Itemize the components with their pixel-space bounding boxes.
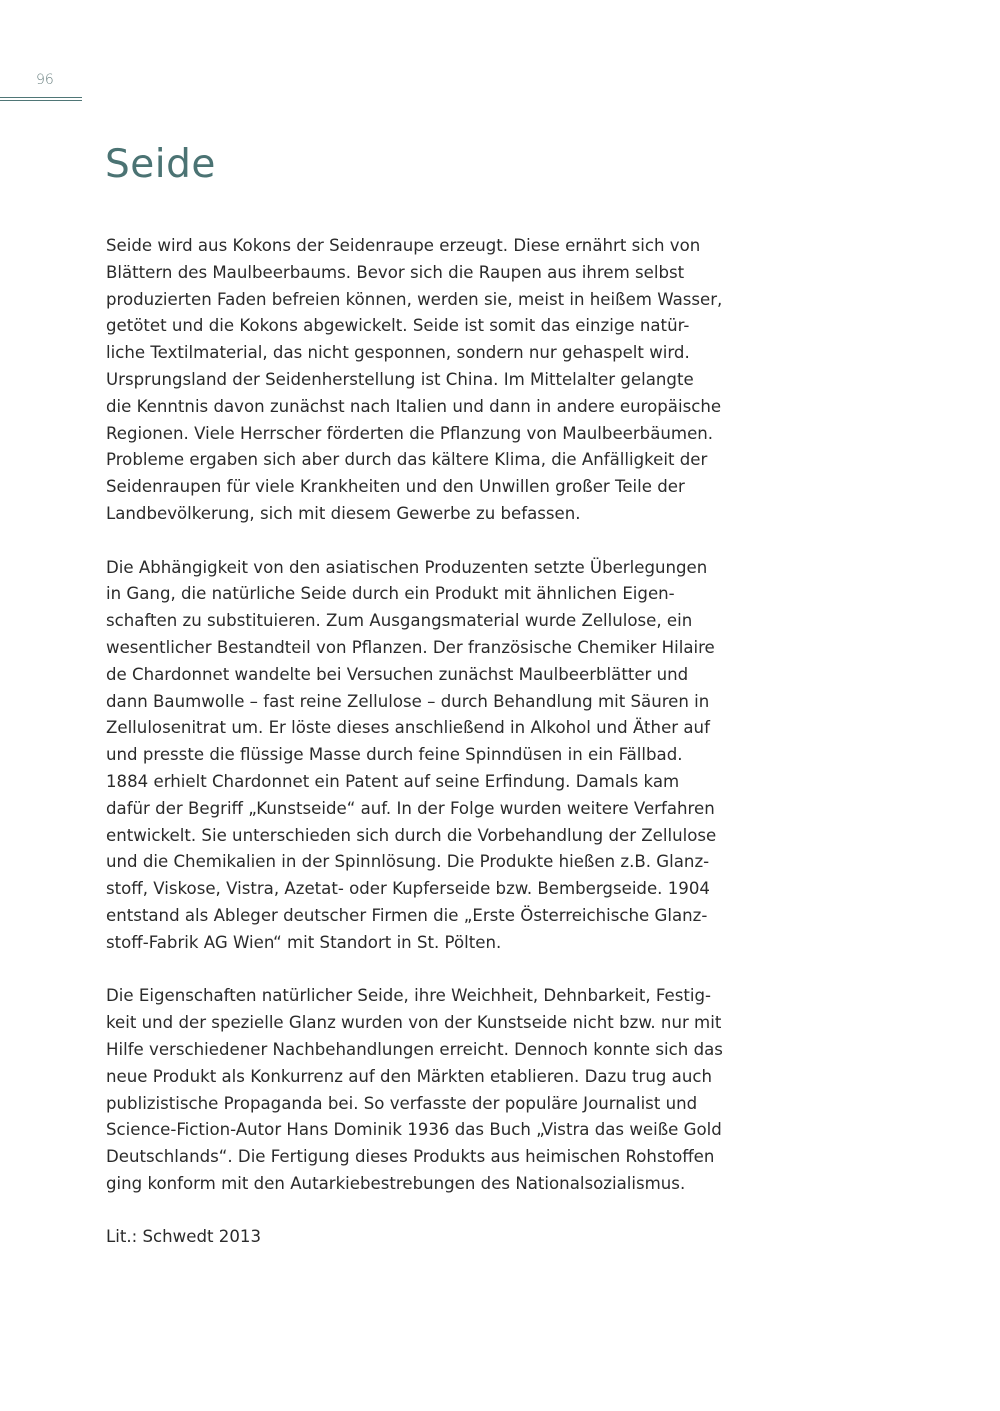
text-line: Seidenraupen für viele Krankheiten und den Unwillen großer Teile der xyxy=(106,477,685,497)
text-line: Lit.: Schwedt 2013 xyxy=(106,1227,261,1247)
text-line: liche Textilmaterial, das nicht gesponnen, sondern nur gehaspelt wird. xyxy=(106,343,690,363)
text-line: entwickelt. Sie unterschieden sich durch die Vorbehandlung der Zellulose xyxy=(106,825,717,845)
text-line: Die Eigenschaften natürlicher Seide, ihre Weichheit, Dehnbarkeit, Festig- xyxy=(106,986,711,1006)
text-line: ging konform mit den Autarkiebestrebungen des Nationalsozialismus. xyxy=(106,1173,686,1193)
text-line: getötet und die Kokons abgewickelt. Seide ist somit das einzige natür- xyxy=(106,316,690,336)
text-line: produzierten Faden befreien können, werden sie, meist in heißem Wasser, xyxy=(106,289,723,309)
body-text xyxy=(106,233,786,1278)
page-title: Seide xyxy=(105,142,216,187)
text-line: Landbevölkerung, sich mit diesem Gewerbe zu befassen. xyxy=(106,503,581,523)
text-line: stoff-Fabrik AG Wien“ mit Standort in St. Pölten. xyxy=(106,932,502,952)
paragraph xyxy=(106,555,786,957)
literature-reference xyxy=(106,1224,786,1251)
text-line: schaften zu substituieren. Zum Ausgangsmaterial wurde Zellulose, ein xyxy=(106,611,693,631)
text-line: und presste die flüssige Masse durch feine Spinndüsen in ein Fällbad. xyxy=(106,745,683,765)
text-line: publizistische Propaganda bei. So verfasste der populäre Journalist und xyxy=(106,1093,698,1113)
text-line: dann Baumwolle – fast reine Zellulose – durch Behandlung mit Säuren in xyxy=(106,691,710,711)
text-line: stoff, Viskose, Vistra, Azetat- oder Kupferseide bzw. Bembergseide. 1904 xyxy=(106,879,710,899)
text-line: 1884 erhielt Chardonnet ein Patent auf seine Erfindung. Damals kam xyxy=(106,771,680,791)
text-line: Ursprungsland der Seidenherstellung ist China. Im Mittelalter gelangte xyxy=(106,369,694,389)
text-line: wesentlicher Bestandteil von Pflanzen. Der französische Chemiker Hilaire xyxy=(106,637,715,657)
text-line: Science-Fiction-Autor Hans Dominik 1936 das Buch „Vistra das weiße Gold xyxy=(106,1120,722,1140)
text-line: in Gang, die natürliche Seide durch ein Produkt mit ähnlichen Eigen- xyxy=(106,584,675,604)
text-line: Blättern des Maulbeerbaums. Bevor sich die Raupen aus ihrem selbst xyxy=(106,262,685,282)
text-line: und die Chemikalien in der Spinnlösung. Die Produkte hießen z.B. Glanz- xyxy=(106,852,710,872)
text-line: dafür der Begriff „Kunstseide“ auf. In der Folge wurden weitere Verfahren xyxy=(106,798,715,818)
text-line: die Kenntnis davon zunächst nach Italien und dann in andere europäische xyxy=(106,396,722,416)
page-number: 96 xyxy=(36,72,54,88)
text-line: Regionen. Viele Herrscher förderten die Pflanzung von Maulbeerbäumen. xyxy=(106,423,714,443)
text-line: de Chardonnet wandelte bei Versuchen zunächst Maulbeerblätter und xyxy=(106,664,689,684)
text-line: Seide wird aus Kokons der Seidenraupe erzeugt. Diese ernährt sich von xyxy=(106,236,701,255)
text-line: neue Produkt als Konkurrenz auf den Märkten etablieren. Dazu trug auch xyxy=(106,1066,712,1086)
text-line: entstand als Ableger deutscher Firmen die „Erste Österreichische Glanz- xyxy=(106,905,708,925)
paragraph xyxy=(106,983,786,1197)
text-line: Die Abhängigkeit von den asiatischen Produzenten setzte Überlegungen xyxy=(106,557,708,577)
text-line: Zellulosenitrat um. Er löste dieses anschließend in Alkohol und Äther auf xyxy=(106,718,710,738)
header-rule xyxy=(0,97,82,101)
text-line: Deutschlands“. Die Fertigung dieses Produkts aus heimischen Rohstoffen xyxy=(106,1147,715,1167)
text-line: keit und der spezielle Glanz wurden von der Kunstseide nicht bzw. nur mit xyxy=(106,1013,722,1033)
text-line: Probleme ergaben sich aber durch das kältere Klima, die Anfälligkeit der xyxy=(106,450,708,470)
paragraph xyxy=(106,233,786,528)
text-line: Hilfe verschiedener Nachbehandlungen erreicht. Dennoch konnte sich das xyxy=(106,1039,723,1059)
